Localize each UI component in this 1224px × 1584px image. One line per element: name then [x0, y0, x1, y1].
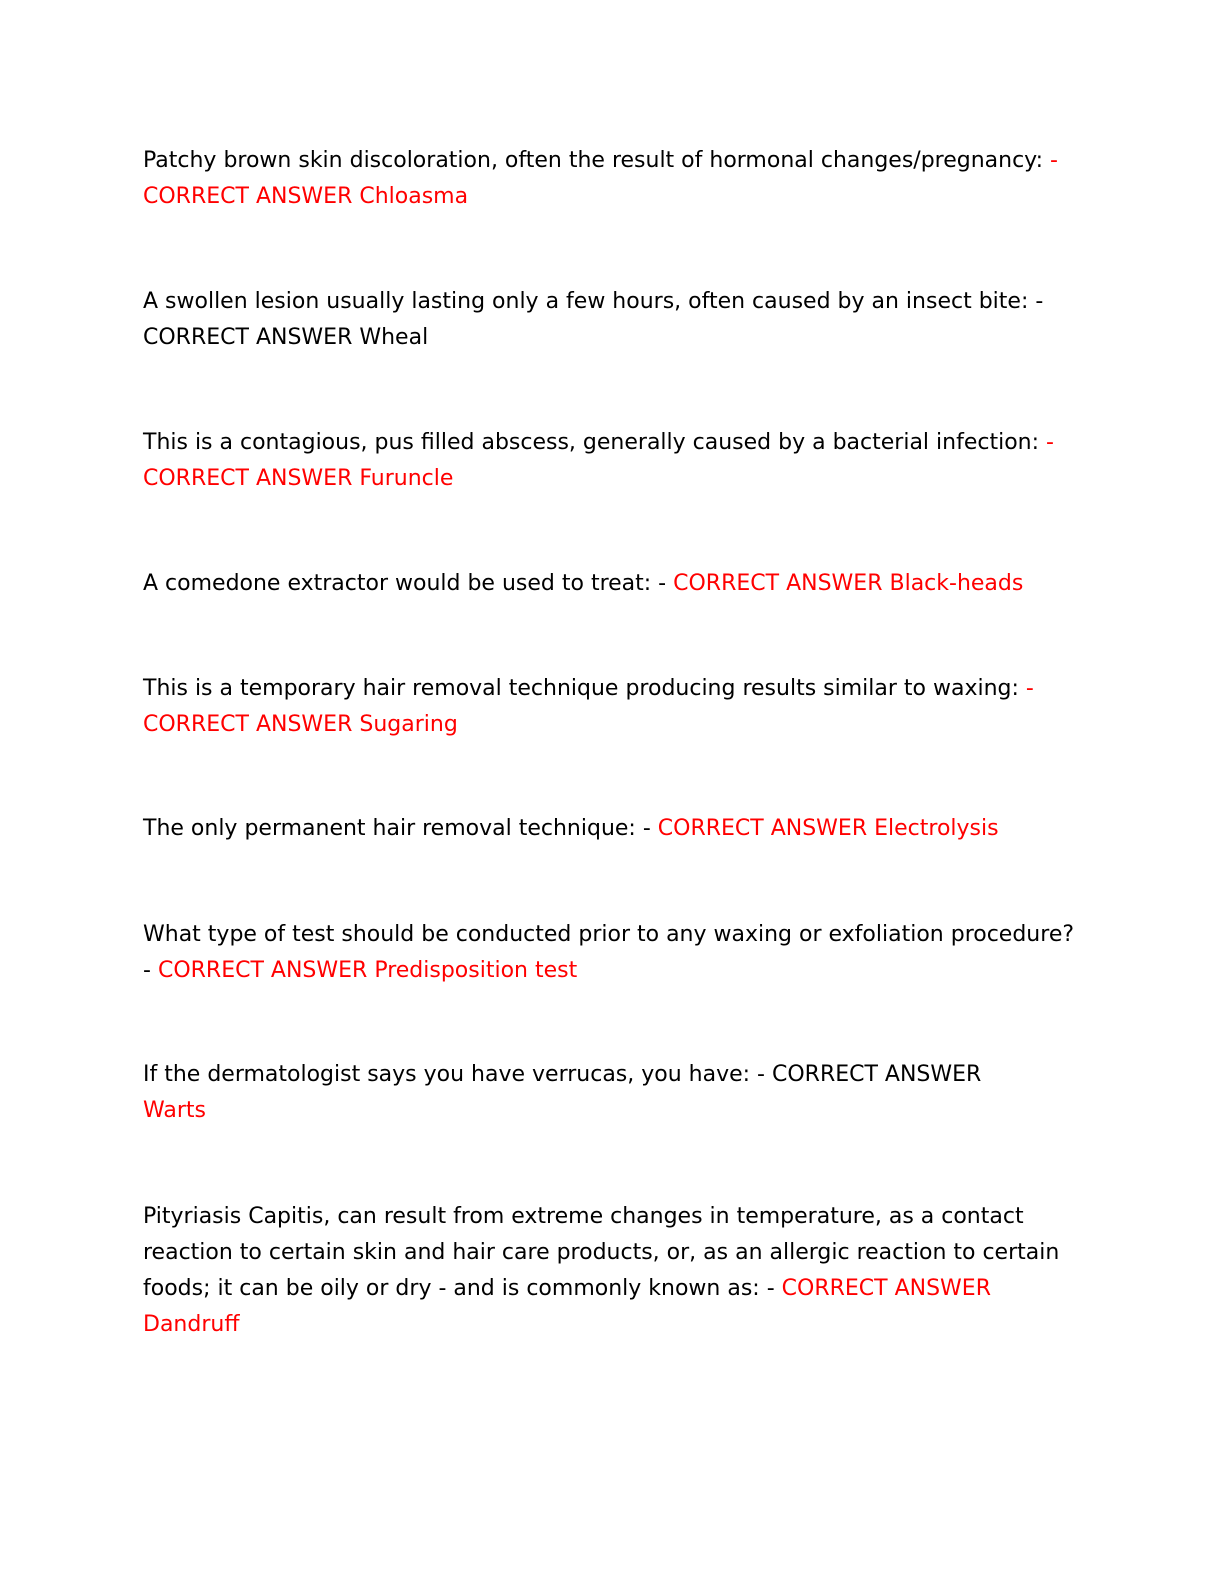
qa-item: [143, 284, 1078, 356]
qa-item: [143, 1199, 1078, 1343]
answer-text: Electrolysis: [874, 816, 999, 841]
qa-item: [143, 671, 1078, 743]
answer-text: Chloasma: [359, 184, 469, 209]
qa-item: [143, 143, 1078, 215]
qa-item: [143, 1057, 1078, 1129]
question-text: This is a contagious, pus filled abscess, generally caused by a bacterial infection:: [143, 430, 1040, 455]
question-text: This is a temporary hair removal technique producing results similar to waxing:: [143, 676, 1019, 701]
question-text: A swollen lesion usually lasting only a few hours, often caused by an insect bite: -: [143, 289, 1044, 314]
question-text: The only permanent hair removal technique: -: [143, 816, 651, 841]
answer-prefix: - CORRECT ANSWER: [143, 430, 1054, 491]
qa-item: [143, 917, 1078, 989]
answer-prefix: CORRECT ANSWER: [673, 571, 883, 596]
answer-text: Black-heads: [889, 571, 1024, 596]
answer-text: Wheal: [359, 325, 429, 350]
answer-text: Furuncle: [359, 466, 454, 491]
answer-prefix: CORRECT ANSWER: [657, 816, 868, 841]
answer-prefix: - CORRECT ANSWER: [143, 676, 1034, 737]
answer-prefix: CORRECT ANSWER: [781, 1276, 991, 1301]
answer-prefix: CORRECT ANSWER: [157, 958, 368, 983]
question-text: Patchy brown skin discoloration, often the result of hormonal changes/pregnancy:: [143, 148, 1044, 173]
question-text: A comedone extractor would be used to treat: -: [143, 571, 667, 596]
answer-text: Predisposition test: [374, 958, 578, 983]
answer-prefix: CORRECT ANSWER: [143, 325, 353, 350]
qa-item: [143, 566, 1078, 602]
question-text: Pityriasis Capitis, can result from extreme changes in temperature, as a contact reaction to certain skin and hair care products, or, as an allergic reaction to certain foods; it can be oily or dry - and is commonly known as: -: [143, 1204, 1060, 1301]
answer-text: Warts: [143, 1098, 206, 1123]
answer-prefix: - CORRECT ANSWER: [143, 148, 1058, 209]
qa-item: [143, 425, 1078, 497]
question-text: If the dermatologist says you have verrucas, you have: - CORRECT ANSWER: [143, 1062, 982, 1087]
question-text: What type of test should be conducted prior to any waxing or exfoliation procedure? -: [143, 922, 1075, 983]
qa-item: [143, 811, 1078, 847]
answer-text: Sugaring: [359, 712, 458, 737]
answer-text: Dandruff: [143, 1312, 240, 1337]
